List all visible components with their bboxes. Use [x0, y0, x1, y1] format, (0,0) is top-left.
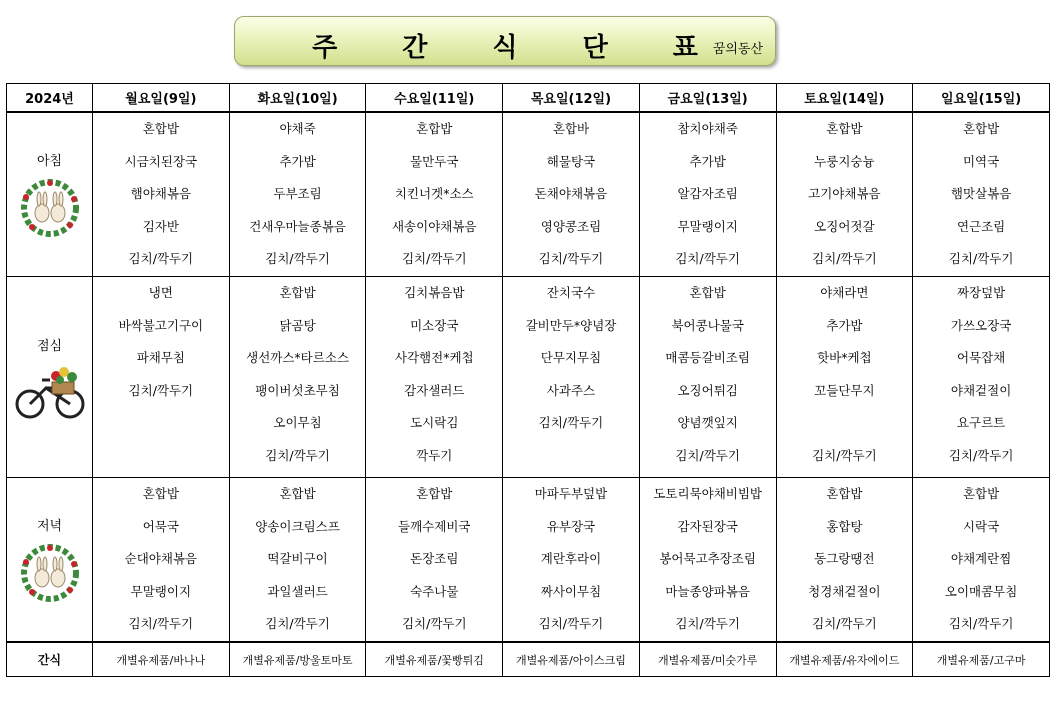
day-header: 토요일(14일) — [776, 84, 913, 113]
day-header: 화요일(10일) — [229, 84, 366, 113]
menu-item — [503, 440, 639, 473]
day-header: 금요일(13일) — [639, 84, 776, 113]
snack-cell: 개별유제품/미숫가루 — [639, 642, 776, 677]
menu-item: 오이무침 — [273, 415, 322, 431]
menu-item: 마파두부덮밥 — [534, 486, 608, 501]
menu-item: 김치/깍두기 — [265, 616, 330, 632]
menu-item: 야채라면 — [820, 285, 869, 300]
menu-item: 양념깻잎지 — [677, 415, 738, 431]
meal-label-cell — [7, 112, 93, 277]
menu-item: 영양콩조림 — [540, 218, 602, 234]
menu-item: 김치/깍두기 — [675, 251, 740, 267]
menu-item: 꼬들단무지 — [814, 382, 875, 398]
menu-item: 과일샐러드 — [267, 583, 328, 599]
meal-label-cell — [7, 277, 93, 478]
dinner-row — [7, 478, 1050, 643]
menu-item: 김치/깍두기 — [401, 616, 467, 632]
menu-item: 생선까스*타르소스 — [246, 350, 349, 366]
menu-item: 김치/깍두기 — [948, 616, 1014, 632]
menu-cell — [913, 112, 1050, 277]
menu-item: 숙주나물 — [410, 583, 459, 599]
meal-label: 점심 — [36, 338, 63, 354]
meal-label-cell — [7, 478, 93, 643]
menu-item: 단무지무침 — [540, 350, 602, 366]
menu-item: 김치/깍두기 — [538, 415, 604, 431]
menu-item: 알감자조림 — [677, 186, 738, 202]
header-row — [7, 84, 1050, 113]
menu-item: 김치/깍두기 — [812, 251, 877, 267]
menu-item: 가쓰오장국 — [950, 317, 1012, 333]
lunch-row — [7, 277, 1050, 478]
menu-item: 김치/깍두기 — [812, 447, 877, 463]
weekly-menu-table — [6, 83, 1050, 677]
menu-item: 홍합탕 — [826, 518, 863, 534]
menu-item: 돈장조림 — [410, 551, 459, 567]
menu-item: 도토리묵야채비빔밥 — [653, 486, 762, 501]
menu-item: 오징어튀김 — [677, 382, 738, 398]
menu-item: 김치/깍두기 — [128, 251, 194, 267]
meal-label: 저녁 — [36, 519, 63, 534]
menu-item: 사각햄전*케첩 — [394, 350, 474, 366]
menu-item: 감자된장국 — [677, 518, 738, 534]
menu-item: 돈채야채볶음 — [534, 186, 608, 202]
menu-item: 미역국 — [962, 153, 1000, 169]
title-banner — [234, 16, 776, 66]
menu-item: 짜사이무침 — [540, 583, 602, 599]
menu-item: 참치야채죽 — [677, 121, 738, 136]
menu-cell — [776, 112, 913, 277]
menu-item: 햄야채볶음 — [130, 186, 192, 202]
menu-item: 요구르트 — [956, 415, 1006, 431]
menu-cell — [503, 277, 640, 478]
menu-item: 무말랭이지 — [130, 583, 192, 599]
page-title: 주 간 식 단 표 — [312, 33, 726, 63]
menu-item: 야채겉절이 — [950, 382, 1012, 398]
menu-item: 마늘종양파볶음 — [665, 583, 750, 599]
menu-item: 치킨너겟*소스 — [394, 186, 474, 202]
menu-item: 추가밥 — [279, 153, 316, 169]
menu-cell — [366, 112, 503, 277]
menu-item: 무말랭이지 — [677, 218, 738, 234]
menu-item: 파채무침 — [136, 350, 185, 366]
menu-item: 해물탕국 — [546, 153, 596, 169]
menu-item: 팽이버섯초무침 — [255, 382, 340, 398]
menu-item: 김치/깍두기 — [812, 616, 877, 632]
menu-item: 김치/깍두기 — [675, 616, 740, 632]
menu-item: 김자반 — [142, 218, 179, 234]
menu-item: 갈비만두*양념장 — [525, 317, 617, 333]
menu-cell — [93, 112, 230, 277]
menu-item: 오징어젓갈 — [814, 218, 875, 234]
menu-item: 혼합밥 — [689, 285, 726, 300]
menu-item: 혼합밥 — [142, 121, 179, 136]
menu-item: 혼합밥 — [416, 486, 453, 501]
menu-item: 누룽지숭늉 — [814, 153, 875, 169]
menu-item: 추가밥 — [689, 153, 726, 169]
snack-cell: 개별유제품/고구마 — [913, 642, 1050, 677]
snack-cell: 개별유제품/방울토마토 — [229, 642, 366, 677]
menu-cell — [93, 478, 230, 643]
menu-item: 양송이크림스프 — [255, 518, 340, 534]
menu-cell — [229, 478, 366, 643]
menu-item: 사과주스 — [546, 382, 596, 398]
menu-item: 혼합밥 — [279, 486, 316, 501]
menu-cell — [639, 277, 776, 478]
snack-cell: 개별유제품/꽃빵튀김 — [366, 642, 503, 677]
menu-item: 김치/깍두기 — [948, 251, 1014, 267]
menu-item: 두부조림 — [273, 186, 322, 202]
menu-cell — [366, 478, 503, 643]
menu-item: 순대야채볶음 — [124, 551, 198, 567]
menu-cell — [776, 277, 913, 478]
menu-item: 야채계란찜 — [950, 551, 1012, 567]
menu-item: 연근조림 — [956, 218, 1006, 234]
day-header: 월요일(9일) — [93, 84, 230, 113]
menu-item: 김치/깍두기 — [265, 447, 330, 463]
menu-item: 감자샐러드 — [404, 382, 465, 398]
meal-label: 아침 — [36, 154, 63, 169]
menu-item: 건새우마늘종볶음 — [249, 218, 346, 234]
day-header: 목요일(12일) — [503, 84, 640, 113]
menu-cell — [913, 478, 1050, 643]
menu-item: 김치/깍두기 — [675, 447, 740, 463]
menu-item: 새송이야채볶음 — [391, 218, 477, 234]
menu-cell — [366, 277, 503, 478]
menu-item: 김치/깍두기 — [401, 251, 467, 267]
snack-cell: 개별유제품/바나나 — [93, 642, 230, 677]
menu-item: 북어콩나물국 — [671, 317, 744, 333]
day-header: 수요일(11일) — [366, 84, 503, 113]
menu-item: 혼합밥 — [416, 121, 453, 136]
menu-item: 김치/깍두기 — [948, 447, 1014, 463]
menu-item: 김치/깍두기 — [538, 251, 604, 267]
menu-item: 김치/깍두기 — [265, 251, 330, 267]
menu-item: 떡갈비구이 — [267, 551, 328, 567]
menu-item: 유부장국 — [546, 518, 596, 534]
menu-item: 미소장국 — [410, 317, 459, 333]
menu-item: 햄맛살볶음 — [950, 186, 1012, 202]
menu-item: 고기야채볶음 — [808, 186, 881, 202]
menu-item: 청경채겉절이 — [808, 583, 881, 599]
snack-row — [7, 642, 1050, 677]
breakfast-row — [7, 112, 1050, 277]
menu-cell — [93, 277, 230, 478]
year-header: 2024년 — [7, 84, 93, 113]
menu-item: 혼합밥 — [962, 121, 1000, 136]
menu-item: 김치/깍두기 — [128, 616, 194, 632]
menu-cell — [776, 478, 913, 643]
menu-item: 혼합밥 — [142, 486, 179, 501]
bunny-wreath-icon — [12, 542, 88, 604]
menu-item — [93, 407, 229, 440]
menu-item: 시락국 — [962, 518, 1000, 534]
menu-item: 봉어묵고추장조림 — [659, 551, 756, 567]
menu-item: 혼합밥 — [279, 285, 316, 300]
menu-item: 들깨수제비국 — [398, 518, 471, 534]
menu-cell — [503, 478, 640, 643]
menu-item: 물만두국 — [410, 153, 459, 169]
menu-cell — [229, 112, 366, 277]
menu-item: 혼합밥 — [826, 121, 863, 136]
menu-item: 김치/깍두기 — [128, 382, 194, 398]
menu-item: 매콤등갈비조림 — [665, 350, 750, 366]
menu-item: 계란후라이 — [540, 551, 602, 567]
menu-cell — [913, 277, 1050, 478]
menu-item: 혼합밥 — [826, 486, 863, 501]
menu-item: 잔치국수 — [546, 285, 596, 300]
menu-item: 깍두기 — [416, 447, 453, 463]
menu-item: 혼합밥 — [962, 486, 1000, 501]
menu-item: 어묵국 — [142, 518, 179, 534]
menu-item: 오이매콤무침 — [944, 583, 1018, 599]
menu-item: 냉면 — [148, 285, 173, 300]
snack-cell: 개별유제품/아이스크림 — [503, 642, 640, 677]
menu-item: 시금치된장국 — [124, 153, 198, 169]
facility-name: 꿈의동산 — [712, 42, 763, 57]
menu-item: 동그랑땡전 — [814, 551, 875, 567]
menu-item: 김치볶음밥 — [404, 285, 465, 300]
menu-cell — [639, 112, 776, 277]
snack-cell: 개별유제품/유자에이드 — [776, 642, 913, 677]
menu-item: 짜장덮밥 — [956, 285, 1006, 300]
day-header: 일요일(15일) — [913, 84, 1050, 113]
menu-item: 야채죽 — [279, 121, 316, 136]
menu-cell — [229, 277, 366, 478]
menu-item: 김치/깍두기 — [538, 616, 604, 632]
menu-cell — [503, 112, 640, 277]
menu-item: 핫바*케첩 — [817, 350, 872, 366]
snack-label: 간식 — [7, 642, 93, 677]
menu-item: 어묵잡채 — [956, 350, 1006, 366]
menu-item: 추가밥 — [826, 317, 863, 333]
menu-cell — [639, 478, 776, 643]
menu-item — [777, 407, 913, 440]
bicycle-flowers-icon — [14, 362, 86, 420]
bunny-wreath-icon — [12, 177, 88, 239]
menu-item — [93, 440, 229, 473]
menu-item: 혼합바 — [552, 121, 590, 136]
menu-item: 도시락김 — [410, 415, 459, 431]
menu-item: 바싹불고기구이 — [118, 317, 204, 333]
menu-item: 닭곰탕 — [279, 317, 316, 333]
